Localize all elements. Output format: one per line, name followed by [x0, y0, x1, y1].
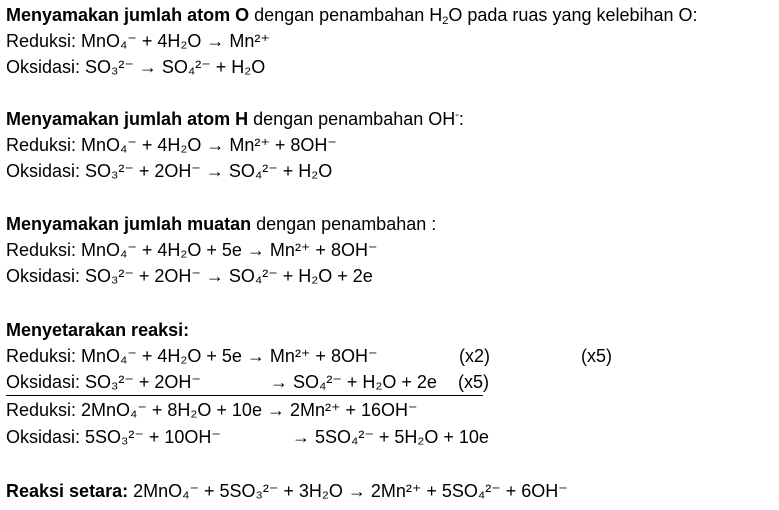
oksidasi-setara-left: Oksidasi: SO₃²⁻ + 2OH⁻ — [6, 372, 201, 392]
heading-atom-h-tail: : — [458, 109, 464, 129]
heading-muatan-rest: dengan penambahan : — [251, 214, 437, 234]
final-reaction — [6, 478, 568, 504]
heading-atom-h-rest: dengan penambahan OH — [248, 109, 456, 129]
oksidasi-setara-right: → SO₄²⁻ + H₂O + 2e — [270, 372, 437, 392]
reduksi-scaled: Reduksi: 2MnO₄⁻ + 8H₂O + 10e → 2Mn²⁺ + 16OH⁻ — [6, 400, 418, 420]
reduksi-atom-o: Reduksi: MnO₄⁻ + 4H₂O → Mn²⁺ — [6, 31, 270, 51]
reduksi-muatan: Reduksi: MnO₄⁻ + 4H₂O + 5e → Mn²⁺ + 8OH⁻ — [6, 240, 378, 260]
heading-atom-h — [6, 106, 464, 132]
oksidasi-scaled-left: Oksidasi: 5SO₃²⁻ + 10OH⁻ — [6, 427, 221, 447]
heading-atom-h-bold: Menyamakan jumlah atom H — [6, 109, 249, 129]
heading-atom-o — [6, 2, 698, 28]
oksidasi-atom-o: Oksidasi: SO₃²⁻ → SO₄²⁻ + H₂O — [6, 57, 266, 77]
sum-divider — [6, 395, 483, 396]
final-label: Reaksi setara: — [6, 481, 129, 501]
heading-atom-o-tail: O pada ruas yang kelebihan O: — [448, 5, 698, 25]
heading-muatan — [6, 211, 436, 237]
heading-atom-o-sub: 2 — [442, 15, 449, 27]
reduksi-setara: Reduksi: MnO₄⁻ + 4H₂O + 5e → Mn²⁺ + 8OH⁻ — [6, 346, 378, 366]
reduksi-factor-2: (x5) — [581, 346, 612, 366]
heading-menyetarakan: Menyetarakan reaksi: — [6, 320, 190, 340]
oksidasi-atom-h: Oksidasi: SO₃²⁻ + 2OH⁻ → SO₄²⁻ + H₂O — [6, 161, 333, 181]
oksidasi-muatan: Oksidasi: SO₃²⁻ + 2OH⁻ → SO₄²⁻ + H₂O + 2e — [6, 266, 373, 286]
reduksi-atom-h: Reduksi: MnO₄⁻ + 4H₂O → Mn²⁺ + 8OH⁻ — [6, 135, 337, 155]
oksidasi-factor: (x5) — [458, 372, 489, 392]
final-equation: 2MnO₄⁻ + 5SO₃²⁻ + 3H₂O → 2Mn²⁺ + 5SO₄²⁻ + 6OH⁻ — [128, 481, 568, 501]
oksidasi-scaled-right: → 5SO₄²⁻ + 5H₂O + 10e — [292, 427, 489, 447]
heading-muatan-bold: Menyamakan jumlah muatan — [6, 214, 252, 234]
reduksi-factor: (x2) — [459, 346, 490, 366]
heading-atom-h-sup: - — [455, 109, 459, 121]
heading-atom-o-bold: Menyamakan jumlah atom O — [6, 5, 250, 25]
heading-atom-o-rest: dengan penambahan H — [249, 5, 443, 25]
